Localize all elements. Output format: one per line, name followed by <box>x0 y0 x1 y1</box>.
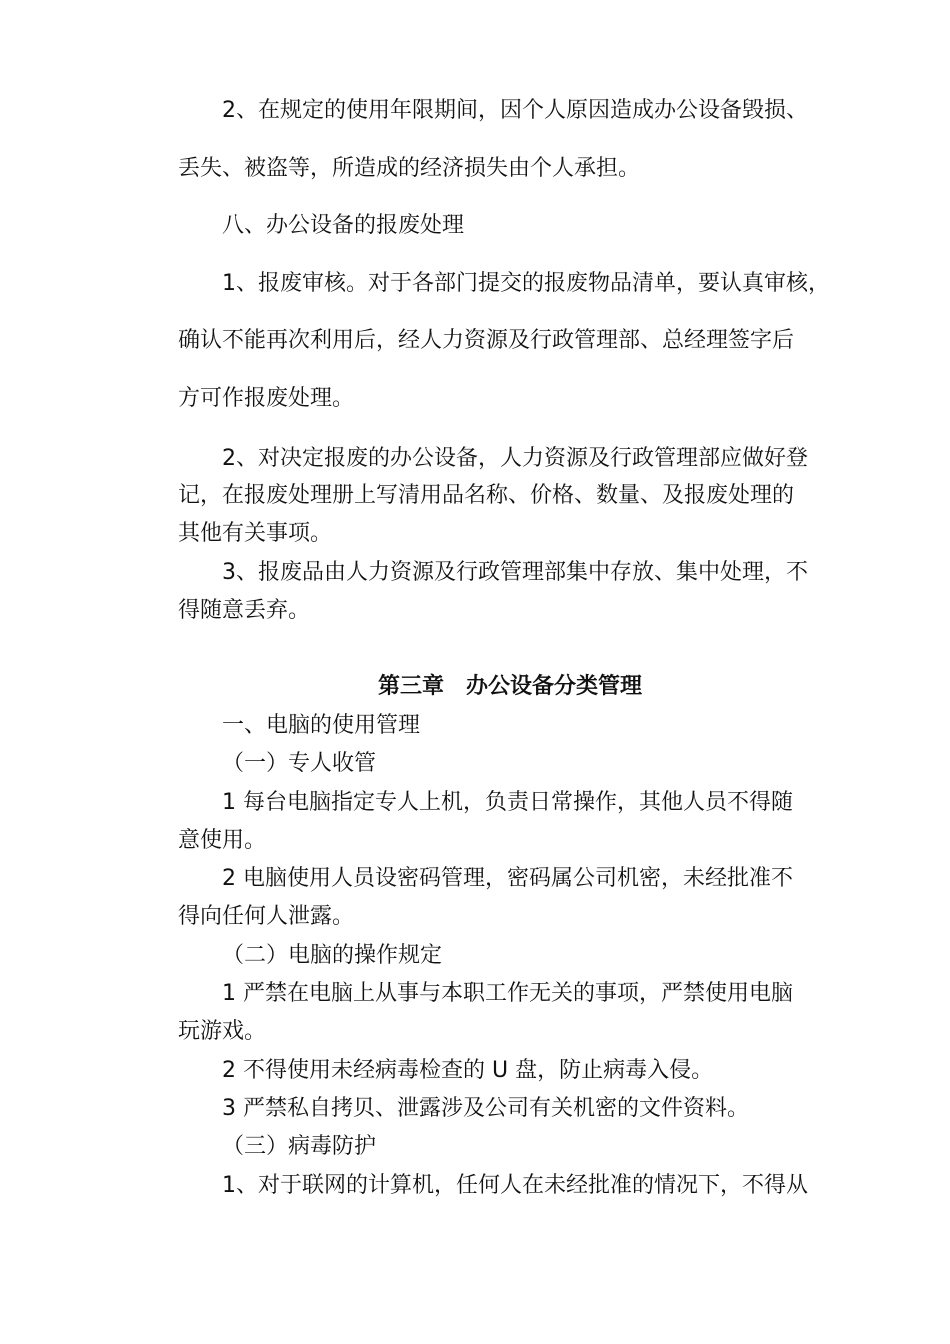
text-line: 确认不能再次利用后，经人力资源及行政管理部、总经理签字后 <box>178 328 795 353</box>
text-line: 得随意丢弃。 <box>178 598 311 623</box>
paragraph-line <box>0 1094 950 1124</box>
paragraph-line <box>0 96 950 126</box>
paragraph-line <box>0 269 950 299</box>
text-line: （一）专人收管 <box>222 751 377 776</box>
text-line: 2、对决定报废的办公设备，人力资源及行政管理部应做好登 <box>222 446 808 471</box>
text-line: 1、对于联网的计算机，任何人在未经批准的情况下，不得从 <box>222 1173 808 1198</box>
text-line: 3 严禁私自拷贝、泄露涉及公司有关机密的文件资料。 <box>222 1096 749 1121</box>
paragraph-line <box>0 384 950 414</box>
text-line: 1 每台电脑指定专人上机，负责日常操作，其他人员不得随 <box>222 790 793 815</box>
text-line: 得向任何人泄露。 <box>178 904 355 929</box>
text-line: （二）电脑的操作规定 <box>222 943 443 968</box>
section-heading <box>0 211 950 241</box>
text-line: 玩游戏。 <box>178 1019 267 1044</box>
paragraph-line <box>0 558 950 588</box>
paragraph-line <box>0 1171 950 1201</box>
text-line: 记，在报废处理册上写清用品名称、价格、数量、及报废处理的 <box>178 483 795 508</box>
text-line: 2 电脑使用人员设密码管理，密码属公司机密，未经批准不 <box>222 866 793 891</box>
paragraph-line <box>0 979 950 1009</box>
paragraph-line <box>0 444 950 474</box>
subsection-heading <box>0 941 950 971</box>
text-line: 丢失、被盗等，所造成的经济损失由个人承担。 <box>178 156 641 181</box>
subsection-heading <box>0 1132 950 1162</box>
paragraph-line <box>0 788 950 818</box>
text-line: 其他有关事项。 <box>178 521 333 546</box>
text-line: 1、报废审核。对于各部门提交的报废物品清单，要认真审核， <box>222 271 830 296</box>
text-line: 2、在规定的使用年限期间，因个人原因造成办公设备毁损、 <box>222 98 808 123</box>
text-line: 意使用。 <box>178 828 267 853</box>
paragraph-line <box>0 902 950 932</box>
text-line: 3、报废品由人力资源及行政管理部集中存放、集中处理，不 <box>222 560 808 585</box>
paragraph-line <box>0 1056 950 1086</box>
text-line: 八、办公设备的报废处理 <box>222 213 465 238</box>
paragraph-line <box>0 864 950 894</box>
section-heading <box>0 711 950 741</box>
text-line: 方可作报废处理。 <box>178 386 355 411</box>
chapter-title <box>0 672 950 702</box>
text-line: 1 严禁在电脑上从事与本职工作无关的事项，严禁使用电脑 <box>222 981 793 1006</box>
chapter-title-text: 第三章 办公设备分类管理 <box>377 674 642 699</box>
paragraph-line <box>0 596 950 626</box>
paragraph-line <box>0 154 950 184</box>
paragraph-line <box>0 326 950 356</box>
subsection-heading <box>0 749 950 779</box>
paragraph-line <box>0 481 950 511</box>
paragraph-line <box>0 1017 950 1047</box>
paragraph-line <box>0 519 950 549</box>
text-line: （三）病毒防护 <box>222 1134 377 1159</box>
text-line: 一、电脑的使用管理 <box>222 713 421 738</box>
paragraph-line <box>0 826 950 856</box>
text-line: 2 不得使用未经病毒检查的 U 盘，防止病毒入侵。 <box>222 1058 714 1083</box>
